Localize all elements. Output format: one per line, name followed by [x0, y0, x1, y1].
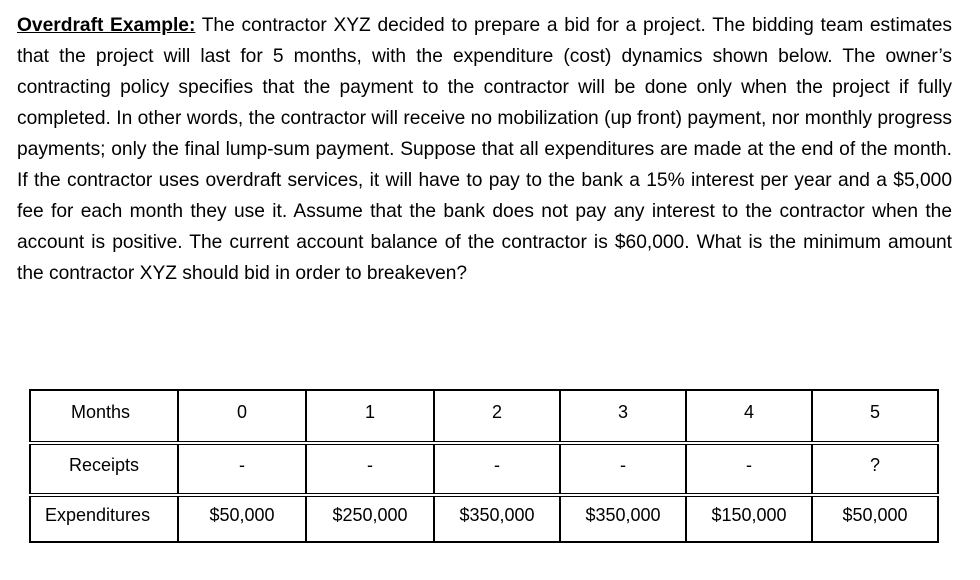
receipt-cell-2: - — [434, 443, 560, 495]
month-cell-0: 0 — [178, 390, 306, 443]
month-cell-3: 3 — [560, 390, 686, 443]
cash-flow-table — [29, 389, 939, 543]
receipts-row — [30, 443, 938, 495]
problem-statement — [17, 10, 952, 289]
expenditure-cell-3: $350,000 — [560, 495, 686, 542]
row-label-months: Months — [30, 390, 178, 443]
problem-body: The contractor XYZ decided to prepare a bid for a project. The bidding team estimates that the project will last for 5 months, with the expenditure (cost) dynamics shown below. The owner’s contracting policy specifies that the payment to the contractor will be done only when the project if fully completed. In other words, the contractor will receive no mobilization (up front) payment, nor monthly progress payments; only the final lump-sum payment. Suppose that all expenditures are made at the end of the month. If the contractor uses overdraft services, it will have to pay to the bank a 15% interest per year and a $5,000 fee for each month they use it. Assume that the bank does not pay any interest to the contractor when the account is positive. The current account balance of the contractor is $60,000. What is the minimum amount the contractor XYZ should bid in order to breakeven? — [17, 15, 952, 284]
expenditure-cell-5: $50,000 — [812, 495, 938, 542]
month-cell-5: 5 — [812, 390, 938, 443]
row-label-expenditures: Expenditures — [30, 495, 178, 542]
month-cell-1: 1 — [306, 390, 434, 443]
receipt-cell-4: - — [686, 443, 812, 495]
month-cell-2: 2 — [434, 390, 560, 443]
months-row — [30, 390, 938, 443]
expenditure-cell-2: $350,000 — [434, 495, 560, 542]
expenditure-cell-4: $150,000 — [686, 495, 812, 542]
expenditure-cell-0: $50,000 — [178, 495, 306, 542]
expenditures-row — [30, 495, 938, 542]
month-cell-4: 4 — [686, 390, 812, 443]
receipt-cell-0: - — [178, 443, 306, 495]
row-label-receipts: Receipts — [30, 443, 178, 495]
receipt-cell-3: - — [560, 443, 686, 495]
expenditure-cell-1: $250,000 — [306, 495, 434, 542]
problem-heading: Overdraft Example: — [17, 15, 196, 36]
receipt-cell-5: ? — [812, 443, 938, 495]
receipt-cell-1: - — [306, 443, 434, 495]
